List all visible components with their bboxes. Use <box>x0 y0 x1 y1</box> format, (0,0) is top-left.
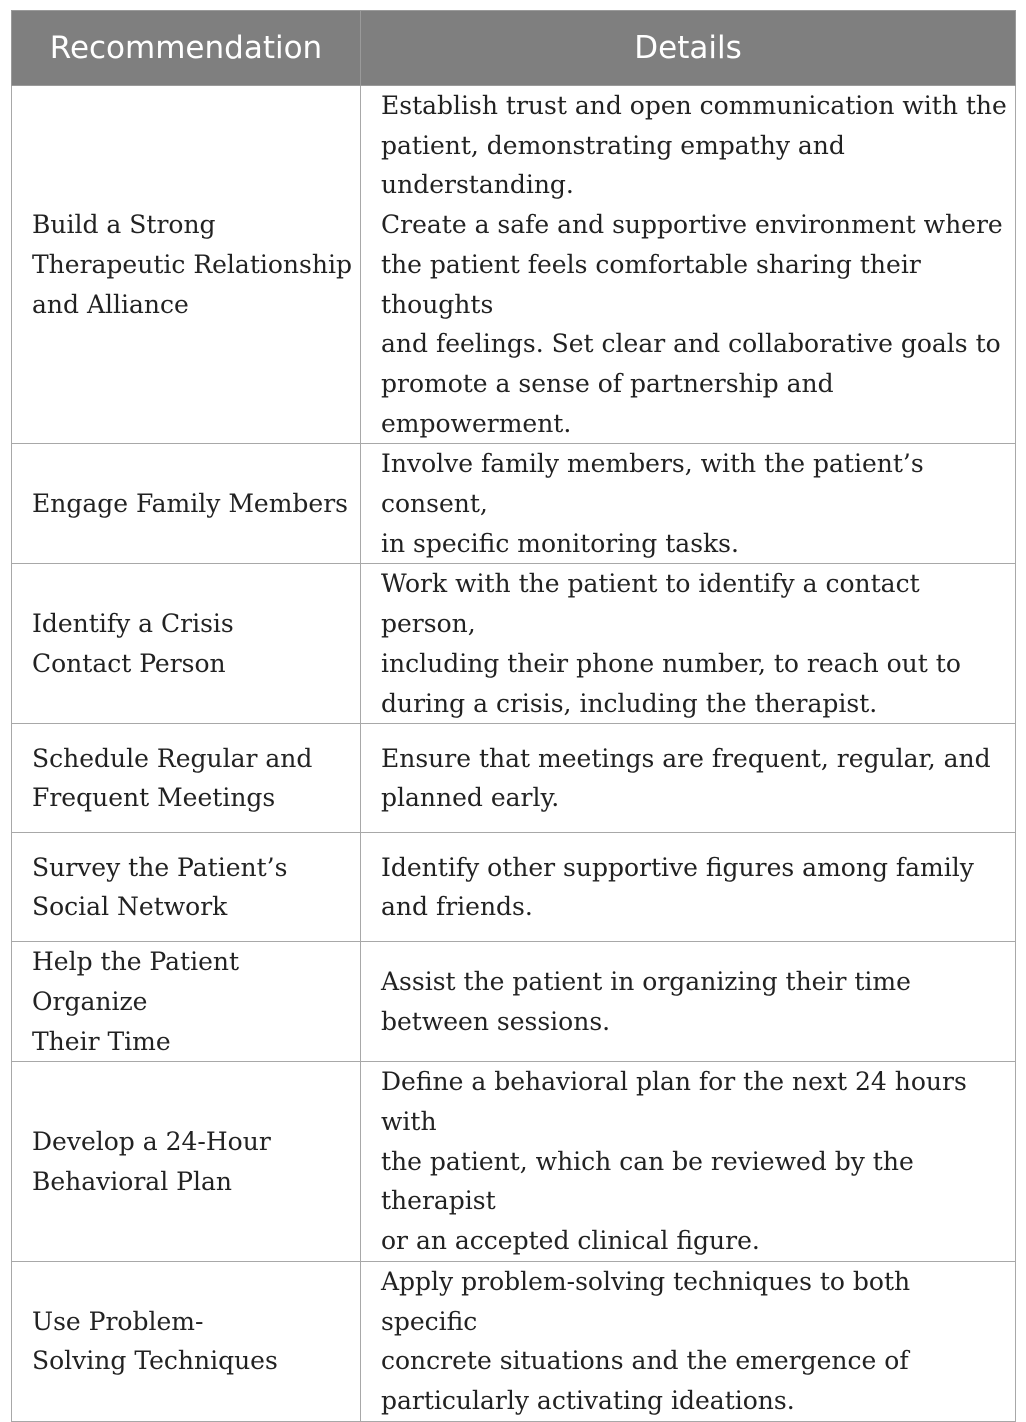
details-cell: Define a behavioral plan for the next 24 hours with the patient, which can be reviewed by the therapist or an accepted clinical figure. <box>361 1062 1016 1262</box>
table-header <box>12 11 1016 86</box>
recommendation-cell: Help the Patient Organize Their Time <box>12 942 361 1062</box>
details-cell: Involve family members, with the patient’s consent, in specific monitoring tasks. <box>361 444 1016 564</box>
table-body <box>12 86 1016 1422</box>
table-row <box>12 564 1016 724</box>
header-recommendation: Recommendation <box>12 11 361 86</box>
table-row <box>12 833 1016 942</box>
details-cell: Ensure that meetings are frequent, regular, and planned early. <box>361 724 1016 833</box>
details-cell: Assist the patient in organizing their time between sessions. <box>361 942 1016 1062</box>
table-row <box>12 1261 1016 1421</box>
recommendation-cell: Survey the Patient’s Social Network <box>12 833 361 942</box>
table-row <box>12 86 1016 444</box>
details-cell: Establish trust and open communication with the patient, demonstrating empathy and understanding. Create a safe and supportive environment where the patient feels comfortable sharing their thoughts and feelings. Set clear and collaborative goals to promote a sense of partnership and empowerment. <box>361 86 1016 444</box>
table-row <box>12 444 1016 564</box>
details-cell: Identify other supportive figures among family and friends. <box>361 833 1016 942</box>
recommendation-cell: Identify a Crisis Contact Person <box>12 564 361 724</box>
recommendation-cell: Build a Strong Therapeutic Relationship and Alliance <box>12 86 361 444</box>
table-row <box>12 942 1016 1062</box>
recommendation-cell: Engage Family Members <box>12 444 361 564</box>
recommendation-cell: Use Problem- Solving Techniques <box>12 1261 361 1421</box>
table-row <box>12 724 1016 833</box>
recommendations-table <box>11 10 1016 1422</box>
details-cell: Apply problem-solving techniques to both specific concrete situations and the emergence of particularly activating ideations. <box>361 1261 1016 1421</box>
recommendation-cell: Develop a 24-Hour Behavioral Plan <box>12 1062 361 1262</box>
header-details: Details <box>361 11 1016 86</box>
header-row <box>12 11 1016 86</box>
details-cell: Work with the patient to identify a contact person, including their phone number, to reach out to during a crisis, including the therapist. <box>361 564 1016 724</box>
recommendation-cell: Schedule Regular and Frequent Meetings <box>12 724 361 833</box>
table-row <box>12 1062 1016 1262</box>
